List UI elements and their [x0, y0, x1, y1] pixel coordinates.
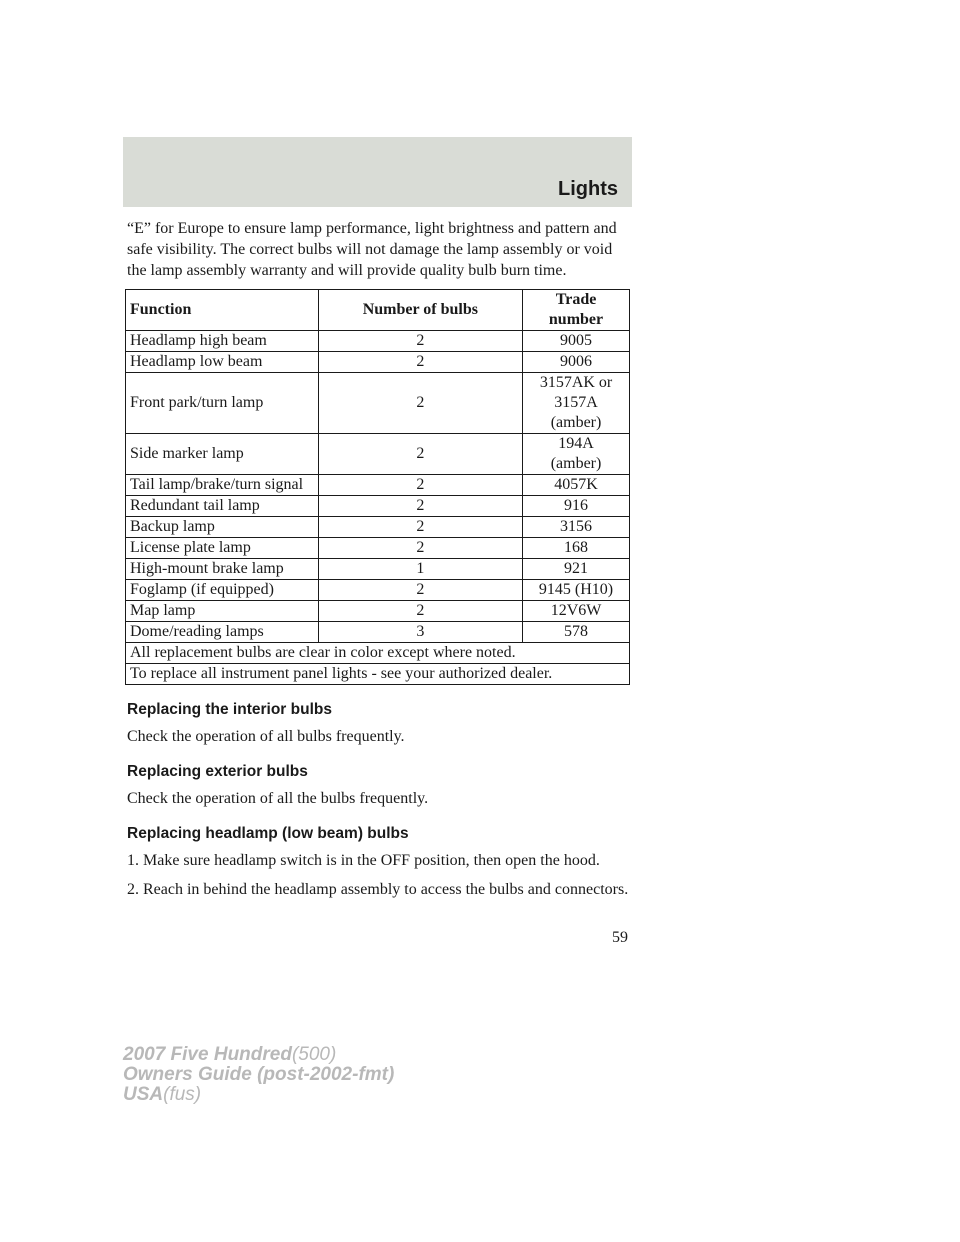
cell-function: Redundant tail lamp: [126, 496, 319, 517]
table-note-row: [126, 664, 630, 685]
cell-number: 1: [318, 559, 522, 580]
footer-line-2: [123, 1065, 394, 1085]
cell-function: Headlamp high beam: [126, 331, 319, 352]
cell-function: Tail lamp/brake/turn signal: [126, 475, 319, 496]
table-row: [126, 352, 630, 373]
table-header-row: [126, 290, 630, 331]
cell-number: 2: [318, 496, 522, 517]
cell-trade: 9005: [523, 331, 630, 352]
table-row: [126, 434, 630, 475]
column-header-function: Function: [126, 290, 319, 331]
section-header-band: [123, 137, 632, 207]
footer-model-code: (500): [291, 1044, 337, 1065]
table-note-row: [126, 643, 630, 664]
section-heading-exterior: Replacing exterior bulbs: [127, 763, 308, 780]
cell-trade: 578: [523, 622, 630, 643]
section-paragraph: Check the operation of all the bulbs frequently.: [127, 790, 429, 807]
table-body: [126, 331, 630, 685]
bulb-table: [125, 289, 630, 685]
table-row: [126, 580, 630, 601]
cell-number: 2: [318, 538, 522, 559]
cell-function: Backup lamp: [126, 517, 319, 538]
cell-number: 3: [318, 622, 522, 643]
cell-number: 2: [318, 475, 522, 496]
intro-paragraph: “E” for Europe to ensure lamp performance, light brightness and pattern and safe visibility. The correct bulbs will not damage the lamp assembly or void the lamp assembly warranty and will provide quality bulb burn time.: [127, 220, 617, 279]
section-heading-headlamp: Replacing headlamp (low beam) bulbs: [127, 825, 409, 842]
cell-trade: 3156: [523, 517, 630, 538]
cell-function: License plate lamp: [126, 538, 319, 559]
cell-function: Foglamp (if equipped): [126, 580, 319, 601]
cell-trade: 168: [523, 538, 630, 559]
cell-function: Front park/turn lamp: [126, 373, 319, 434]
table-row: [126, 475, 630, 496]
cell-number: 2: [318, 434, 522, 475]
cell-number: 2: [318, 601, 522, 622]
table-row: [126, 517, 630, 538]
document-footer: [123, 1045, 394, 1105]
footer-market-code: (fus): [163, 1084, 202, 1105]
cell-function: Headlamp low beam: [126, 352, 319, 373]
cell-trade: 4057K: [523, 475, 630, 496]
table-row: [126, 496, 630, 517]
table-row: [126, 538, 630, 559]
cell-number: 2: [318, 580, 522, 601]
step-1: 1. Make sure headlamp switch is in the OFF position, then open the hood.: [127, 852, 600, 869]
section-paragraph: Check the operation of all bulbs frequently.: [127, 728, 405, 745]
table-note: All replacement bulbs are clear in color except where noted.: [126, 643, 630, 664]
footer-market: USA: [123, 1084, 164, 1105]
cell-function: High-mount brake lamp: [126, 559, 319, 580]
table-row: [126, 373, 630, 434]
table-row: [126, 331, 630, 352]
cell-number: 2: [318, 517, 522, 538]
cell-trade: 9145 (H10): [523, 580, 630, 601]
footer-line-3: [123, 1085, 394, 1105]
page-content: [127, 218, 632, 908]
cell-number: 2: [318, 373, 522, 434]
cell-trade: 916: [523, 496, 630, 517]
table-note: To replace all instrument panel lights - see your authorized dealer.: [126, 664, 630, 685]
table-row: [126, 601, 630, 622]
page-number: 59: [612, 929, 628, 946]
footer-guide: Owners Guide (post-2002-fmt): [123, 1064, 395, 1085]
cell-trade: 921: [523, 559, 630, 580]
cell-number: 2: [318, 331, 522, 352]
cell-function: Side marker lamp: [126, 434, 319, 475]
cell-function: Dome/reading lamps: [126, 622, 319, 643]
cell-trade: 9006: [523, 352, 630, 373]
column-header-trade: Trade number: [523, 290, 630, 331]
cell-trade: 3157AK or 3157A (amber): [523, 373, 630, 434]
section-title: Lights: [558, 178, 618, 200]
cell-function: Map lamp: [126, 601, 319, 622]
section-heading-interior: Replacing the interior bulbs: [127, 701, 332, 718]
table-row: [126, 622, 630, 643]
cell-trade: 194A (amber): [523, 434, 630, 475]
cell-trade: 12V6W: [523, 601, 630, 622]
footer-model: 2007 Five Hundred: [123, 1044, 292, 1065]
step-2: 2. Reach in behind the headlamp assembly to access the bulbs and connectors.: [127, 881, 629, 898]
cell-number: 2: [318, 352, 522, 373]
footer-line-1: [123, 1045, 394, 1065]
column-header-number: Number of bulbs: [318, 290, 522, 331]
table-row: [126, 559, 630, 580]
